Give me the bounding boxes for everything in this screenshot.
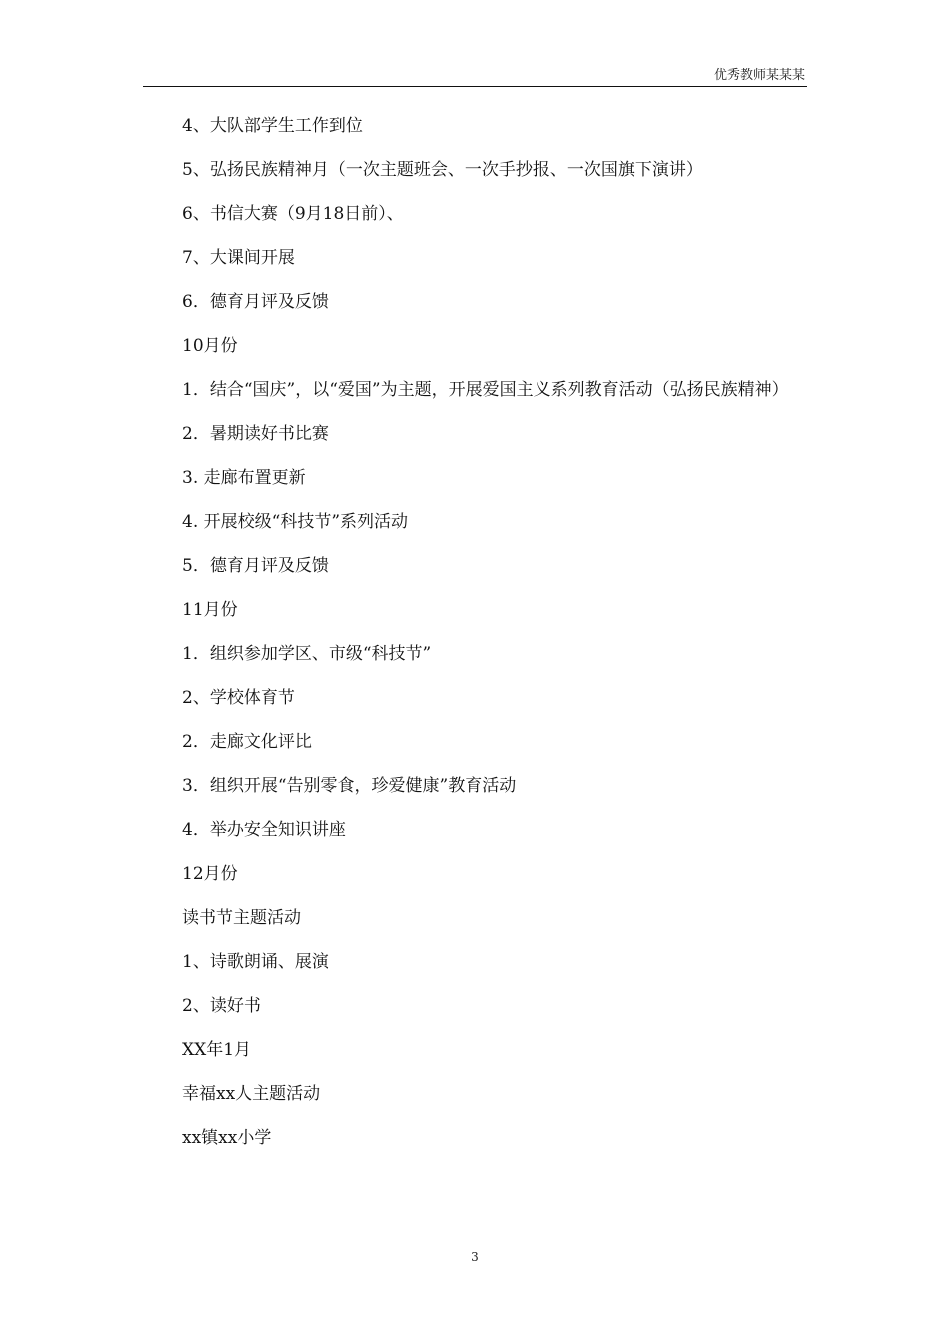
header-title: 优秀教师某某某 <box>713 68 805 83</box>
paragraph: 4. 开展校级“科技节”系列活动 <box>182 512 409 532</box>
paragraph: 6．德育月评及反馈 <box>182 292 329 312</box>
paragraph: 3. 走廊布置更新 <box>182 468 306 488</box>
paragraph: 6、书信大赛（9月18日前）、 <box>182 204 404 224</box>
paragraph: 7、大课间开展 <box>182 248 295 268</box>
page-number: 3 <box>471 1250 479 1264</box>
paragraph: 读书节主题活动 <box>182 908 301 928</box>
paragraph: 1．组织参加学区、市级“科技节” <box>182 644 432 664</box>
paragraph: 4．举办安全知识讲座 <box>182 820 346 840</box>
section-heading-december: 12月份 <box>182 864 238 884</box>
document-body <box>145 116 807 1172</box>
header-rule <box>143 86 807 87</box>
paragraph: 2、读好书 <box>182 996 261 1016</box>
paragraph: 1．结合“国庆”，以“爱国”为主题，开展爱国主义系列教育活动（弘扬民族精神） <box>182 380 789 400</box>
paragraph: 3．组织开展“告别零食，珍爱健康”教育活动 <box>182 776 517 796</box>
paragraph: 2．暑期读好书比赛 <box>182 424 329 444</box>
section-heading-october: 10月份 <box>182 336 238 356</box>
paragraph: 2．走廊文化评比 <box>182 732 312 752</box>
signature-line: xx镇xx小学 <box>182 1128 272 1148</box>
paragraph: 4、大队部学生工作到位 <box>182 116 363 136</box>
paragraph: 幸福xx人主题活动 <box>182 1084 321 1104</box>
paragraph: 5．德育月评及反馈 <box>182 556 329 576</box>
paragraph: 2、学校体育节 <box>182 688 295 708</box>
section-heading-january: XX年1月 <box>182 1040 252 1060</box>
section-heading-november: 11月份 <box>182 600 238 620</box>
paragraph: 1、诗歌朗诵、展演 <box>182 952 329 972</box>
paragraph: 5、弘扬民族精神月（一次主题班会、一次手抄报、一次国旗下演讲） <box>182 160 703 180</box>
